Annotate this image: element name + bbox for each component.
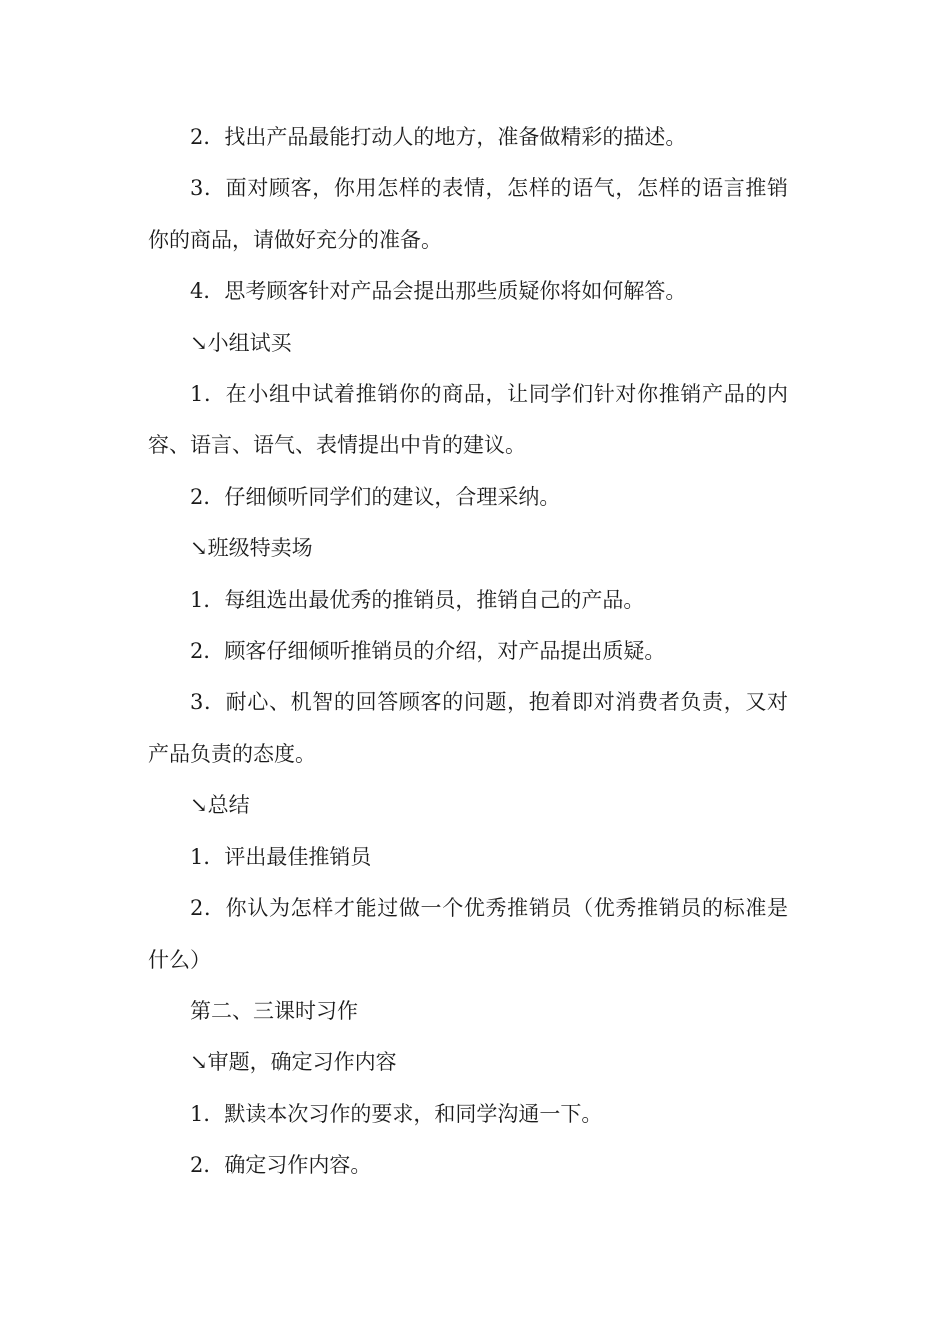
paragraph: 1．每组选出最优秀的推销员，推销自己的产品。 <box>190 587 645 612</box>
paragraph: 4．思考顾客针对产品会提出那些质疑你将如何解答。 <box>190 279 687 304</box>
paragraph: 2．找出产品最能打动人的地方，准备做精彩的描述。 <box>190 125 687 149</box>
section-heading: ↘班级特卖场 <box>190 536 313 561</box>
paragraph: 2．顾客仔细倾听推销员的介绍，对产品提出质疑。 <box>190 639 666 664</box>
section-heading: ↘总结 <box>190 793 250 818</box>
paragraph: 2．确定习作内容。 <box>190 1153 372 1178</box>
section-heading: ↘审题，确定习作内容 <box>190 1050 397 1075</box>
section-heading: ↘小组试买 <box>190 330 292 355</box>
paragraph: 1．评出最佳推销员 <box>190 844 372 869</box>
paragraph: 1．默读本次习作的要求，和同学沟通一下。 <box>190 1101 603 1126</box>
paragraph: 1．在小组中试着推销你的商品，让同学们针对你推销产品的内容、语言、语气、表情提出中肯的建议。 <box>148 382 788 458</box>
lesson-heading: 第二、三课时习作 <box>190 998 358 1023</box>
paragraph: 2．你认为怎样才能过做一个优秀推销员（优秀推销员的标准是什么） <box>148 896 788 972</box>
document-body <box>148 112 788 1192</box>
paragraph: 3．耐心、机智的回答顾客的问题，抱着即对消费者负责，又对产品负责的态度。 <box>148 690 788 766</box>
paragraph: 2．仔细倾听同学们的建议，合理采纳。 <box>190 484 561 509</box>
paragraph: 3．面对顾客，你用怎样的表情，怎样的语气，怎样的语言推销你的商品，请做好充分的准备。 <box>148 176 788 252</box>
